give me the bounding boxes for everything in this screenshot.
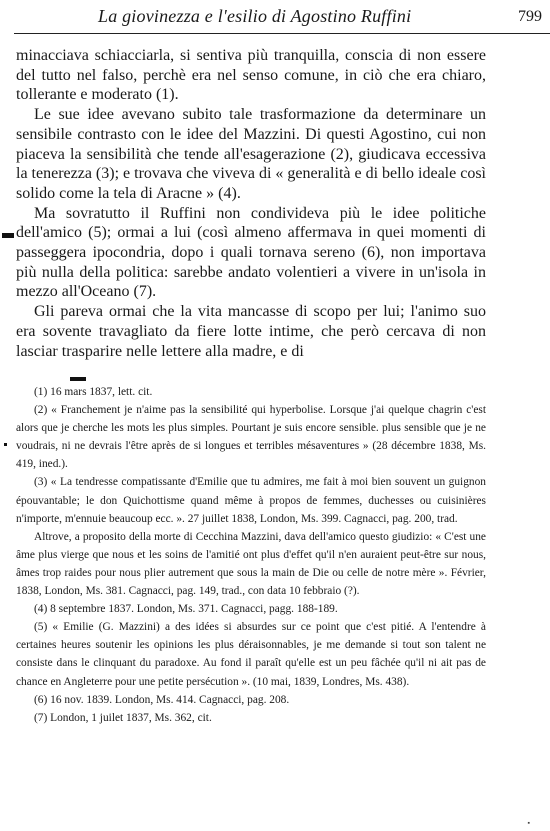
- running-title: La giovinezza e l'esilio di Agostino Ruffini: [98, 6, 412, 26]
- body-paragraph: Gli pareva ormai che la vita mancasse di scopo per lui; l'animo suo era sovente travagliato da fiere lotte intime, che però cercava di non lasciar trasparire nelle lettere alla madre, e di: [16, 303, 486, 360]
- corner-mark: ▪: [527, 819, 530, 827]
- footnote: (5) « Emilie (G. Mazzini) a des idées si absurdes sur ce point que c'est pitié. A l'entendre à certaines heures soutenir les opinions les plus déraisonnables, je me demande si tout son talent ne consiste dans le clinquant du paradoxe. Au fond il paraît qu'elle est un peu fâchée qu'il ni ait pas de chance en Angleterre pour une petite persécution ». (10 mai, 1839, Londres, Ms. 438).: [16, 621, 486, 688]
- scan-mark: [70, 377, 86, 381]
- body-paragraph: minacciava schiacciarla, si sentiva più tranquilla, conscia di non essere del tutto nel falso, perchè era nel senso comune, in ciò che era chiaro, tollerante e moderato (1).: [16, 47, 486, 104]
- footnotes: [16, 383, 486, 727]
- scan-mark: [2, 233, 14, 238]
- page-header: [0, 0, 550, 40]
- body-paragraph: Ma sovratutto il Ruffini non condivideva più le idee politiche dell'amico (5); ormai a lui (così almeno affermava in quei momenti di passeggera ipocondria, dopo i quali tornava sereno (6), non importava più nulla della politica: sarebbe andato volentieri a vivere in un'isola in mezzo all'Oceano (7).: [16, 204, 486, 301]
- scan-mark: [4, 443, 7, 446]
- footnote: (3) « La tendresse compatissante d'Emilie que tu admires, me fait à moi bien souvent un guignon épouvantable; le don Quichottisme quand même à propos de femmes, duchesses ou cuisinières n'importe, m'ennuie beaucoup ecc. ». 27 juillet 1838, London, Ms. 399. Cagnacci, pag. 200, trad.: [16, 476, 486, 525]
- header-rule: [14, 33, 550, 34]
- page-number: 799: [518, 8, 542, 25]
- footnote: (7) London, 1 juilet 1837, Ms. 362, cit.: [34, 711, 212, 724]
- footnote: (4) 8 septembre 1837. London, Ms. 371. Cagnacci, pagg. 188-189.: [34, 603, 338, 616]
- footnote: Altrove, a proposito della morte di Cecchina Mazzini, dava dell'amico questo giudizio: « C'est une âme plus vierge que nous et les soins de l'amitié ont plus d'effet qu'il n'en auraient peut-être sur nous, âmes trop raides pour nous plier autrement que sous la main de Die ou celle de notre mère ». Février, 1838, London, Ms. 381. Cagnacci, pag. 149, trad., con data 10 febbraio (?).: [16, 530, 486, 598]
- footnote: (1) 16 mars 1837, lett. cit.: [34, 386, 153, 398]
- body-paragraph: Le sue idee avevano subito tale trasformazione da determinare un sensibile contrasto con le idee del Mazzini. Di questi Agostino, cui non piaceva la sensibilità che tende all'esagerazione (2), giudicava eccessiva la tenerezza (3); e trovava che viveva di « generalità e di bello ideale così solido come la tela di Aracne » (4).: [16, 106, 486, 202]
- footnote: (2) « Franchement je n'aime pas la sensibilité qui hyperbolise. Lorsque j'ai quelque chagrin c'est alors que je cherche les mots les plus simples. Pourtant je suis encore sensible. plus sensible que je ne voudrais, ni ne devrais l'être après de si longues et terribles mésaventures » (28 décembre 1838, Ms. 419, ined.).: [16, 404, 486, 471]
- body-text: [16, 46, 486, 361]
- footnote: (6) 16 nov. 1839. London, Ms. 414. Cagnacci, pag. 208.: [34, 693, 290, 706]
